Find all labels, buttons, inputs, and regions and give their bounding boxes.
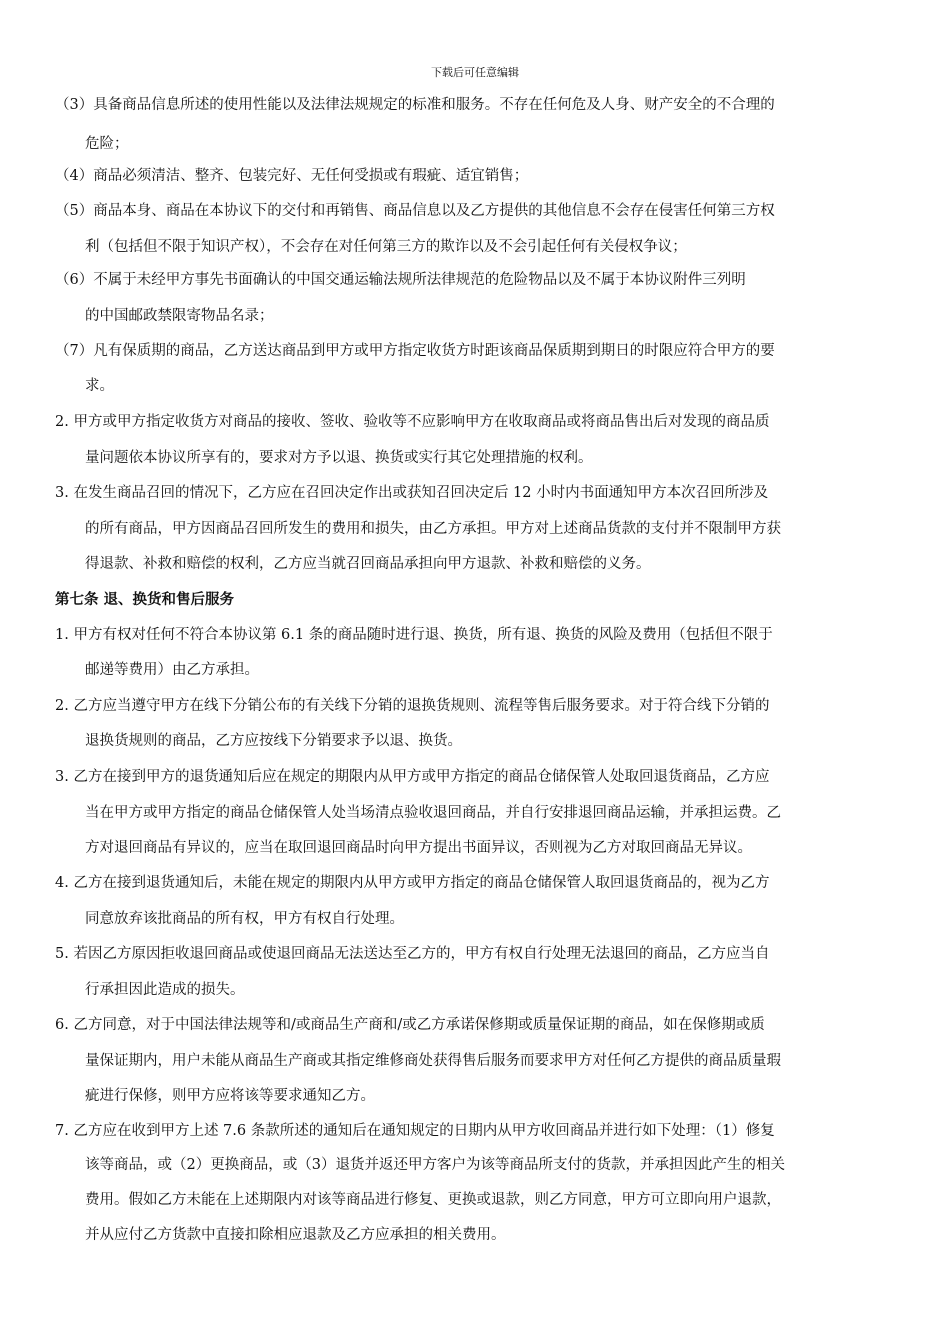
clause-7-5: 5. 若因乙方原因拒收退回商品或使退回商品无法送达至乙方的，甲方有权自行处理无法退回的商品，乙方应当自	[55, 946, 770, 962]
article-7-heading: 第七条 退、换货和售后服务	[55, 591, 235, 608]
clause-7-2-cont: 退换货规则的商品，乙方应按线下分销要求予以退、换货。	[85, 733, 462, 749]
clause-7-6-cont-1: 量保证期内，用户未能从商品生产商或其指定维修商处获得售后服务而要求甲方对任何乙方提供的商品质量瑕	[85, 1053, 781, 1069]
clause-6-1-7-cont: 求。	[85, 378, 114, 394]
clause-6-1-3-cont: 危险；	[85, 136, 129, 152]
clause-6-3-cont-2: 得退款、补救和赔偿的权利，乙方应当就召回商品承担向甲方退款、补救和赔偿的义务。	[85, 556, 651, 572]
clause-6-2-cont: 量问题依本协议所享有的，要求对方予以退、换货或实行其它处理措施的权利。	[85, 450, 593, 466]
clause-6-2: 2. 甲方或甲方指定收货方对商品的接收、签收、验收等不应影响甲方在收取商品或将商品售出后对发现的商品质	[55, 414, 770, 430]
clause-7-6-cont-2: 疵进行保修，则甲方应将该等要求通知乙方。	[85, 1088, 375, 1104]
clause-7-3-cont-1: 当在甲方或甲方指定的商品仓储保管人处当场清点验收退回商品，并自行安排退回商品运输，并承担运费。乙	[85, 805, 781, 821]
clause-6-1-7: （7）凡有保质期的商品，乙方送达商品到甲方或甲方指定收货方时距该商品保质期到期日的时限应符合甲方的要	[55, 343, 775, 359]
clause-7-7-cont-1: 该等商品，或（2）更换商品，或（3）退货并返还甲方客户为该等商品所支付的货款，并承担因此产生的相关	[85, 1157, 785, 1173]
clause-6-1-6-cont: 的中国邮政禁限寄物品名录；	[85, 308, 274, 324]
clause-6-3-cont-1: 的所有商品，甲方因商品召回所发生的费用和损失，由乙方承担。甲方对上述商品货款的支付并不限制甲方获	[85, 521, 781, 537]
clause-7-3-cont-2: 方对退回商品有异议的，应当在取回退回商品时向甲方提出书面异议，否则视为乙方对取回商品无异议。	[85, 840, 752, 856]
clause-7-7: 7. 乙方应在收到甲方上述 7.6 条款所述的通知后在通知规定的日期内从甲方收回商品并进行如下处理：（1）修复	[55, 1123, 775, 1139]
clause-7-7-cont-2: 费用。假如乙方未能在上述期限内对该等商品进行修复、更换或退款，则乙方同意，甲方可立即向用户退款，	[85, 1192, 781, 1208]
clause-7-4-cont: 同意放弃该批商品的所有权，甲方有权自行处理。	[85, 911, 404, 927]
clause-7-1-cont: 邮递等费用）由乙方承担。	[85, 662, 259, 678]
clause-7-2: 2. 乙方应当遵守甲方在线下分销公布的有关线下分销的退换货规则、流程等售后服务要求。对于符合线下分销的	[55, 698, 770, 714]
clause-6-1-3: （3）具备商品信息所述的使用性能以及法律法规规定的标准和服务。不存在任何危及人身、财产安全的不合理的	[55, 97, 775, 113]
page-header: 下载后可任意编辑	[431, 66, 519, 79]
clause-6-1-6: （6）不属于未经甲方事先书面确认的中国交通运输法规所法律规范的危险物品以及不属于本协议附件三列明	[55, 272, 746, 288]
clause-6-1-5: （5）商品本身、商品在本协议下的交付和再销售、商品信息以及乙方提供的其他信息不会存在侵害任何第三方权	[55, 203, 775, 219]
clause-7-6: 6. 乙方同意，对于中国法律法规等和/或商品生产商和/或乙方承诺保修期或质量保证期的商品，如在保修期或质	[55, 1017, 765, 1033]
clause-6-3: 3. 在发生商品召回的情况下，乙方应在召回决定作出或获知召回决定后 12 小时内书面通知甲方本次召回所涉及	[55, 485, 769, 501]
clause-7-5-cont: 行承担因此造成的损失。	[85, 982, 245, 998]
clause-7-7-cont-3: 并从应付乙方货款中直接扣除相应退款及乙方应承担的相关费用。	[85, 1227, 506, 1243]
clause-6-1-5-cont: 利（包括但不限于知识产权），不会存在对任何第三方的欺诈以及不会引起任何有关侵权争议；	[85, 239, 687, 255]
clause-6-1-4: （4）商品必须清洁、整齐、包装完好、无任何受损或有瑕疵、适宜销售；	[55, 168, 529, 184]
clause-7-3: 3. 乙方在接到甲方的退货通知后应在规定的期限内从甲方或甲方指定的商品仓储保管人处取回退货商品，乙方应	[55, 769, 770, 785]
clause-7-1: 1. 甲方有权对任何不符合本协议第 6.1 条的商品随时进行退、换货，所有退、换货的风险及费用（包括但不限于	[55, 627, 773, 643]
clause-7-4: 4. 乙方在接到退货通知后，未能在规定的期限内从甲方或甲方指定的商品仓储保管人取回退货商品的，视为乙方	[55, 875, 770, 891]
